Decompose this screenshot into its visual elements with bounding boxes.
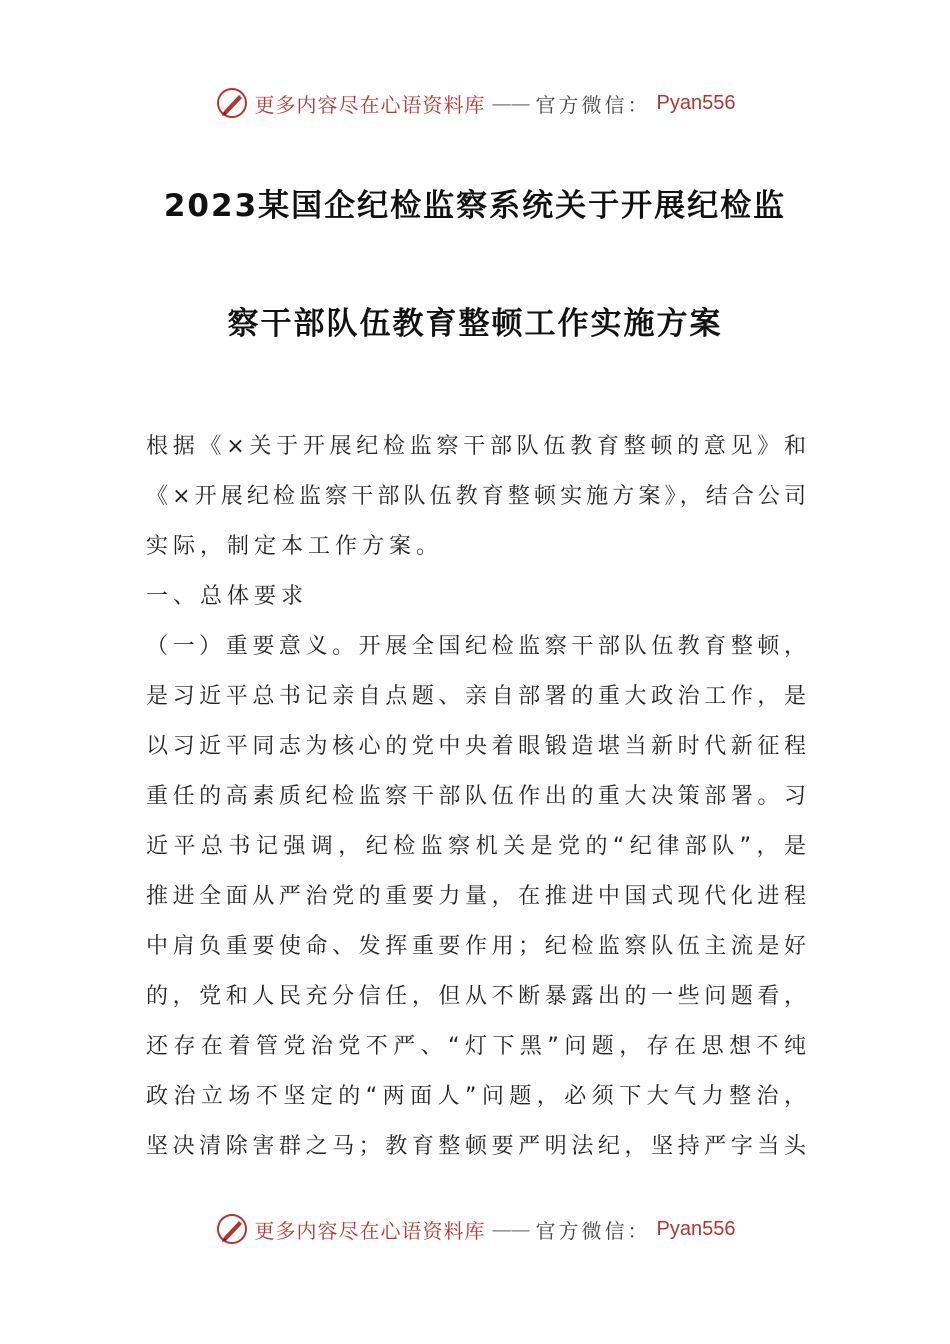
paragraph-line: （一）重要意义。开展全国纪检监察干部队伍教育整顿，: [146, 634, 806, 659]
paragraph-line: 中肩负重要使命、发挥重要作用；纪检监察队伍主流是好: [146, 934, 806, 959]
watermark-separator: ——: [491, 1217, 530, 1241]
pen-logo-icon: [215, 86, 249, 120]
watermark-wechat-id: Pyan556: [656, 1217, 736, 1240]
section-heading: 一、总体要求: [146, 584, 309, 609]
pen-logo-icon: [215, 1212, 249, 1246]
intro-line: 实际，制定本工作方案。: [146, 534, 444, 559]
document-body: [146, 422, 806, 1172]
document-title-line-1: 2023某国企纪检监察系统关于开展纪检监: [163, 188, 787, 224]
watermark-text: 更多内容尽在心语资料库: [254, 92, 486, 117]
watermark-label: 官方微信：: [535, 92, 651, 117]
paragraph-line: 推进全面从严治党的重要力量，在推进中国式现代化进程: [146, 884, 806, 909]
paragraph-line: 重任的高素质纪检监察干部队伍作出的重大决策部署。习: [146, 784, 806, 809]
intro-line: 根据《×关于开展纪检监察干部队伍教育整顿的意见》和: [146, 434, 806, 459]
paragraph-line: 政治立场不坚定的“两面人”问题，必须下大气力整治，: [146, 1084, 806, 1109]
watermark-label: 官方微信：: [535, 1218, 651, 1243]
paragraph-line: 还存在着管党治党不严、“灯下黑”问题，存在思想不纯: [146, 1034, 806, 1059]
watermark-wechat-id: Pyan556: [656, 91, 736, 114]
watermark-text: 更多内容尽在心语资料库: [254, 1218, 486, 1243]
intro-line: 《×开展纪检监察干部队伍教育整顿实施方案》，结合公司: [146, 484, 806, 509]
paragraph-line: 的，党和人民充分信任，但从不断暴露出的一些问题看，: [146, 984, 806, 1009]
paragraph-line: 以习近平同志为核心的党中央着眼锻造堪当新时代新征程: [146, 734, 806, 759]
document-title-line-2: 察干部队伍教育整顿工作实施方案: [227, 306, 723, 342]
paragraph-line: 近平总书记强调，纪检监察机关是党的“纪律部队”，是: [146, 834, 806, 859]
watermark-separator: ——: [491, 91, 530, 115]
header-watermark: [0, 86, 950, 120]
paragraph-line: 坚决清除害群之马；教育整顿要严明法纪，坚持严字当头: [146, 1134, 806, 1159]
footer-watermark: [0, 1212, 950, 1246]
paragraph-line: 是习近平总书记亲自点题、亲自部署的重大政治工作，是: [146, 684, 806, 709]
